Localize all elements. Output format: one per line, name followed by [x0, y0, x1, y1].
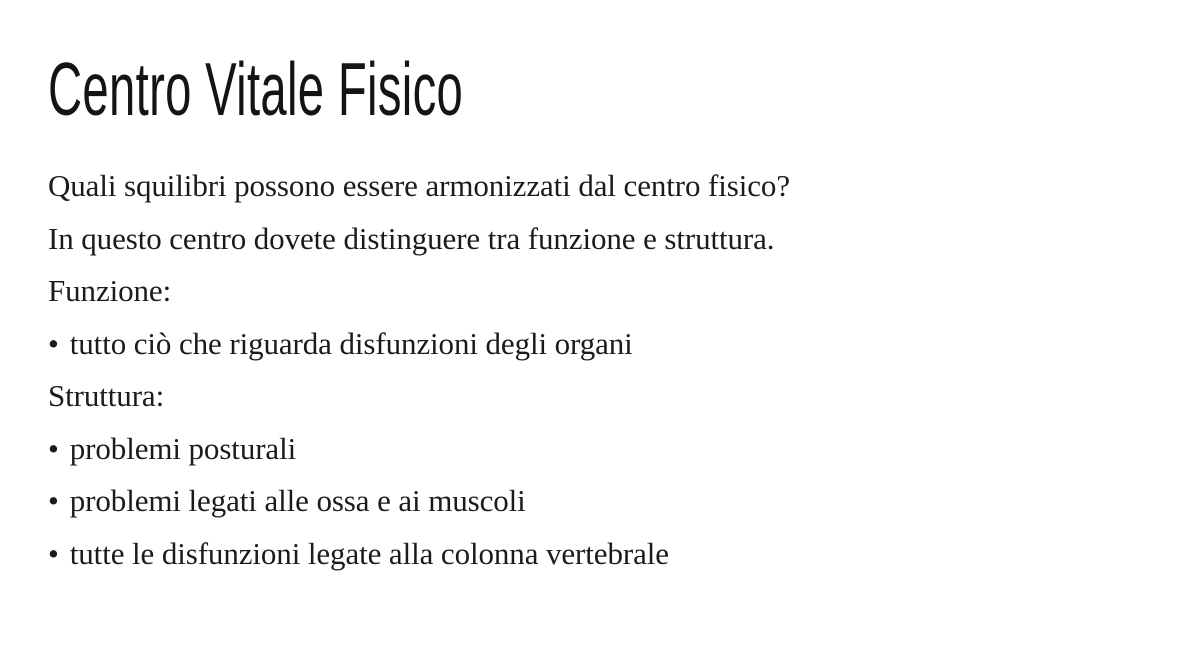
text-line-struttura-header	[48, 370, 1148, 423]
bullet-item-funzione-1	[48, 318, 1148, 371]
page-title-text: Centro Vitale Fisico	[48, 47, 464, 131]
text-line-funzione-header	[48, 265, 1148, 318]
bullet-item-label: problemi legati alle ossa e ai muscoli	[69, 483, 526, 518]
text-line-label: Quali squilibri possono essere armonizzati dal centro fisico?	[48, 168, 790, 203]
bullet-icon: •	[48, 483, 59, 518]
text-line-label: In questo centro dovete distinguere tra funzione e struttura.	[48, 220, 775, 256]
bullet-item-struttura-2	[48, 475, 1148, 528]
text-line-question	[48, 160, 1148, 213]
bullet-item-struttura-1	[48, 423, 1148, 476]
bullet-item-label: problemi posturali	[69, 430, 297, 466]
text-line-intro	[48, 213, 1148, 266]
page-title	[48, 47, 707, 131]
bullet-item-label: tutte le disfunzioni legate alla colonna vertebrale	[69, 535, 669, 571]
bullet-item-struttura-3	[48, 528, 1148, 581]
bullet-icon: •	[48, 430, 59, 466]
text-line-label: Funzione:	[48, 273, 172, 308]
bullet-item-label: tutto ciò che riguarda disfunzioni degli organi	[69, 325, 633, 361]
body-text	[48, 160, 1148, 580]
text-line-label: Struttura:	[48, 378, 165, 413]
bullet-icon: •	[48, 325, 59, 361]
bullet-icon: •	[48, 535, 59, 571]
